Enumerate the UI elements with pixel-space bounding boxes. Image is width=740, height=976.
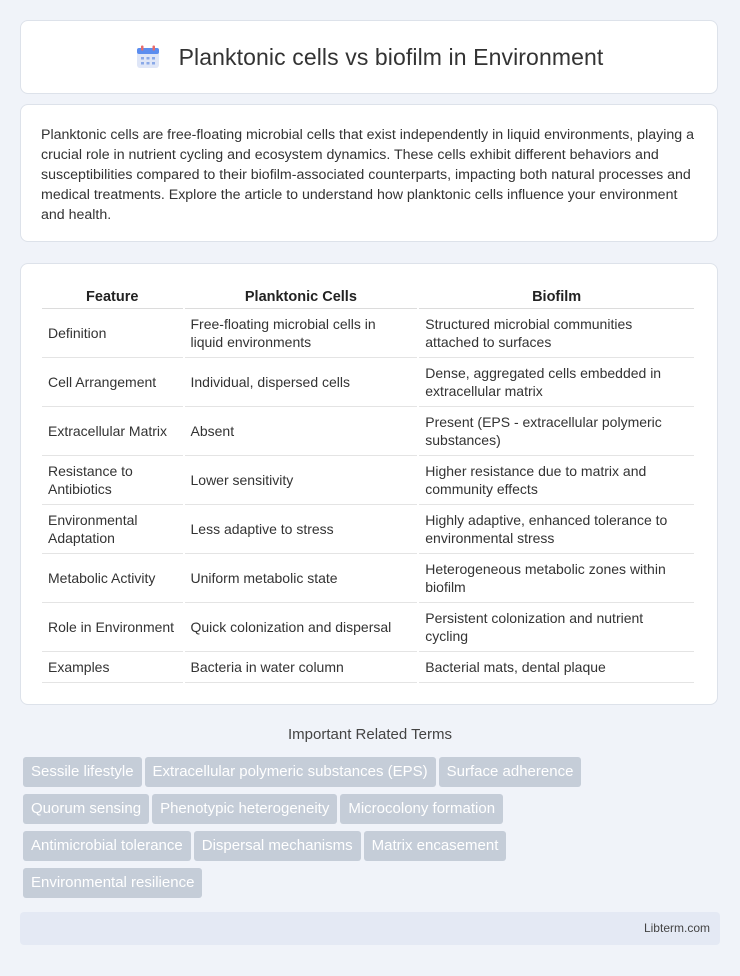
feature-cell: Environmental Adaptation — [42, 505, 183, 554]
table-row — [42, 456, 694, 505]
tag-quorum-sensing[interactable]: Quorum sensing — [23, 794, 149, 824]
biofilm-cell: Heterogeneous metabolic zones within biofilm — [419, 554, 694, 603]
planktonic-cell: Lower sensitivity — [185, 456, 418, 505]
tag-matrix-encasement[interactable]: Matrix encasement — [364, 831, 507, 861]
biofilm-cell: Higher resistance due to matrix and community effects — [419, 456, 694, 505]
feature-cell: Role in Environment — [42, 603, 183, 652]
biofilm-cell: Persistent colonization and nutrient cycling — [419, 603, 694, 652]
planktonic-cell: Absent — [185, 407, 418, 456]
feature-cell: Examples — [42, 652, 183, 683]
calendar-icon — [135, 44, 161, 70]
biofilm-cell: Bacterial mats, dental plaque — [419, 652, 694, 683]
table-row — [42, 603, 694, 652]
related-terms-title: Important Related Terms — [288, 726, 452, 743]
tag-environmental-resilience[interactable]: Environmental resilience — [23, 868, 202, 898]
tag-sessile-lifestyle[interactable]: Sessile lifestyle — [23, 757, 142, 787]
page-title: Planktonic cells vs biofilm in Environment — [178, 43, 604, 70]
table-row — [42, 309, 694, 358]
comparison-table — [40, 286, 696, 683]
feature-cell: Resistance to Antibiotics — [42, 456, 183, 505]
feature-cell: Metabolic Activity — [42, 554, 183, 603]
title-card — [20, 20, 718, 94]
intro-card — [20, 104, 718, 242]
planktonic-cell: Free-floating microbial cells in liquid environments — [185, 309, 418, 358]
planktonic-cell: Bacteria in water column — [185, 652, 418, 683]
feature-cell: Cell Arrangement — [42, 358, 183, 407]
table-row — [42, 505, 694, 554]
biofilm-cell: Present (EPS - extracellular polymeric substances) — [419, 407, 694, 456]
table-row — [42, 652, 694, 683]
tag-antimicrobial-tolerance[interactable]: Antimicrobial tolerance — [23, 831, 191, 861]
header-planktonic: Planktonic Cells — [185, 286, 418, 309]
tag-microcolony-formation[interactable]: Microcolony formation — [340, 794, 503, 824]
tag-phenotypic-heterogeneity[interactable]: Phenotypic heterogeneity — [152, 794, 337, 824]
planktonic-cell: Quick colonization and dispersal — [185, 603, 418, 652]
biofilm-cell: Highly adaptive, enhanced tolerance to environmental stress — [419, 505, 694, 554]
footer-site-link[interactable]: Libterm.com — [643, 921, 710, 935]
footer — [20, 912, 720, 945]
intro-text: Planktonic cells are free-floating microbial cells that exist independently in liquid environments, playing a crucial role in nutrient cycling and ecosystem dynamics. These cells exhibit different behaviors and susceptibilities compared to their biofilm-associated counterparts, impacting both natural processes and medical treatments. Explore the article to understand how planktonic cells influence your environment and health. — [41, 127, 694, 223]
header-biofilm: Biofilm — [419, 286, 694, 309]
planktonic-cell: Individual, dispersed cells — [185, 358, 418, 407]
planktonic-cell: Less adaptive to stress — [185, 505, 418, 554]
table-header-row — [42, 286, 694, 309]
biofilm-cell: Structured microbial communities attached to surfaces — [419, 309, 694, 358]
tag-eps[interactable]: Extracellular polymeric substances (EPS) — [145, 757, 436, 787]
header-feature: Feature — [42, 286, 183, 309]
comparison-table-card — [20, 263, 718, 705]
table-row — [42, 358, 694, 407]
biofilm-cell: Dense, aggregated cells embedded in extracellular matrix — [419, 358, 694, 407]
feature-cell: Extracellular Matrix — [42, 407, 183, 456]
related-terms-list — [23, 757, 663, 905]
tag-dispersal-mechanisms[interactable]: Dispersal mechanisms — [194, 831, 361, 861]
tag-surface-adherence[interactable]: Surface adherence — [439, 757, 582, 787]
planktonic-cell: Uniform metabolic state — [185, 554, 418, 603]
table-row — [42, 407, 694, 456]
feature-cell: Definition — [42, 309, 183, 358]
table-row — [42, 554, 694, 603]
